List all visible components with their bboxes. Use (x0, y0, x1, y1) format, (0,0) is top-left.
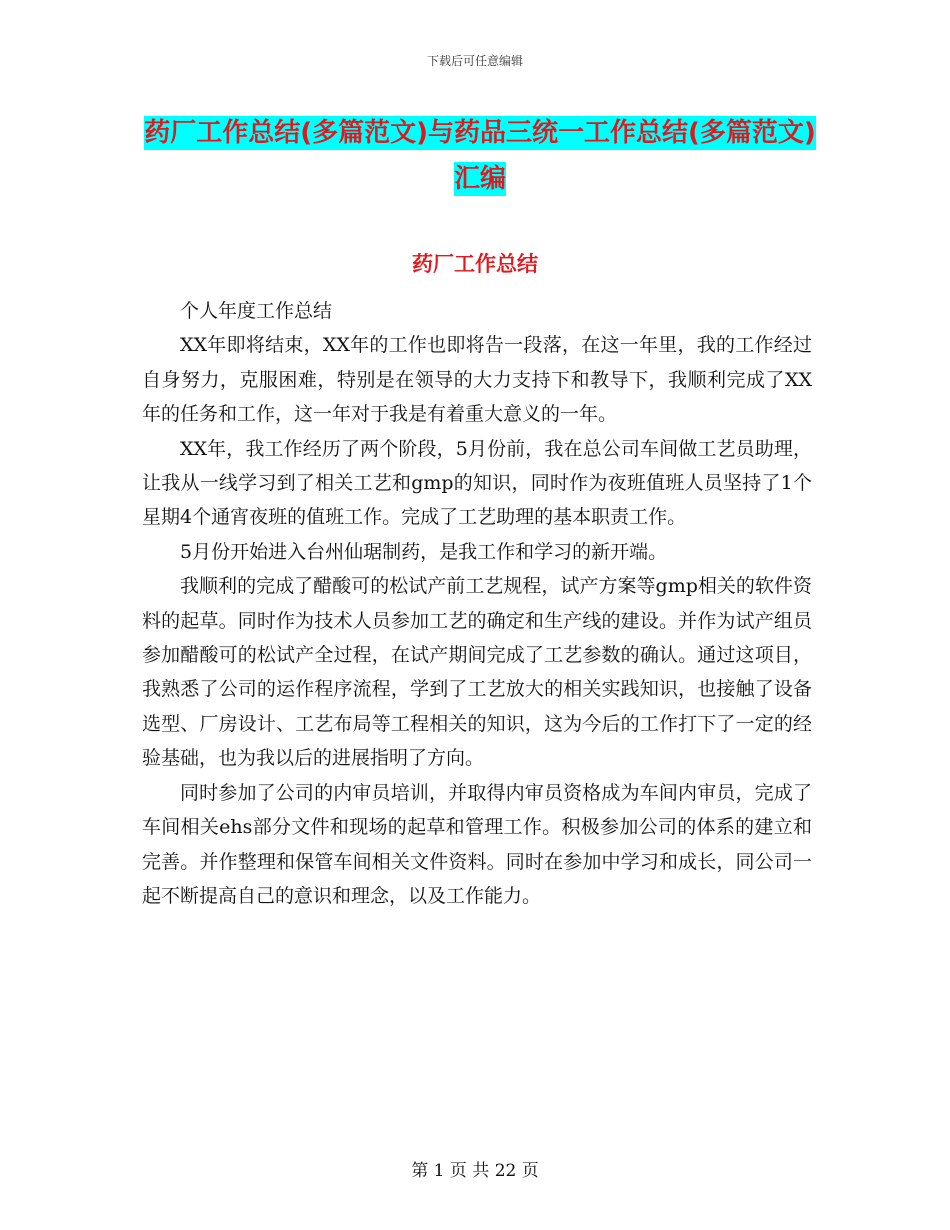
paragraph: 同时参加了公司的内审员培训，并取得内审员资格成为车间内审员，完成了车间相关ehs部分文件和现场的起草和管理工作。积极参加公司的体系的建立和完善。并作整理和保管车间相关文件资料。同时在参加中学习和成长，同公司一起不断提高自己的意识和理念，以及工作能力。 (142, 781, 812, 907)
paragraph: 我顺利的完成了醋酸可的松试产前工艺规程，试产方案等gmp相关的软件资料的起草。同时作为技术人员参加工艺的确定和生产线的建设。并作为试产组员参加醋酸可的松试产全过程，在试产期间完成了工艺参数的确认。通过这项目，我熟悉了公司的运作程序流程，学到了工艺放大的相关实践知识，也接触了设备选型、厂房设计、工艺布局等工程相关的知识，这为今后的工作打下了一定的经验基础，也为我以后的进展指明了方向。 (142, 575, 812, 770)
document-title (140, 110, 820, 202)
paragraph: XX年即将结束，XX年的工作也即将告一段落，在这一年里，我的工作经过自身努力，克服困难，特别是在领导的大力支持下和教导下，我顺利完成了XX年的任务和工作，这一年对于我是有着重大意义的一年。 (142, 334, 812, 426)
page-footer: 第 1 页 共 22 页 (411, 1161, 539, 1181)
paragraph: 5月份开始进入台州仙琚制药，是我工作和学习的新开端。 (180, 540, 668, 563)
paragraph: 个人年度工作总结 (180, 300, 333, 322)
header-note: 下载后可任意编辑 (426, 54, 523, 68)
document-title-text: 药厂工作总结(多篇范文)与药品三统一工作总结(多篇范文)汇编 (144, 118, 816, 194)
paragraph: XX年，我工作经历了两个阶段，5月份前，我在总公司车间做工艺员助理，让我从一线学习到了相关工艺和gmp的知识，同时作为夜班值班人员坚持了1个星期4个通宵夜班的值班工作。完成了工艺助理的基本职责工作。 (142, 437, 812, 529)
section-title: 药厂工作总结 (412, 252, 538, 276)
document-body (142, 294, 812, 913)
